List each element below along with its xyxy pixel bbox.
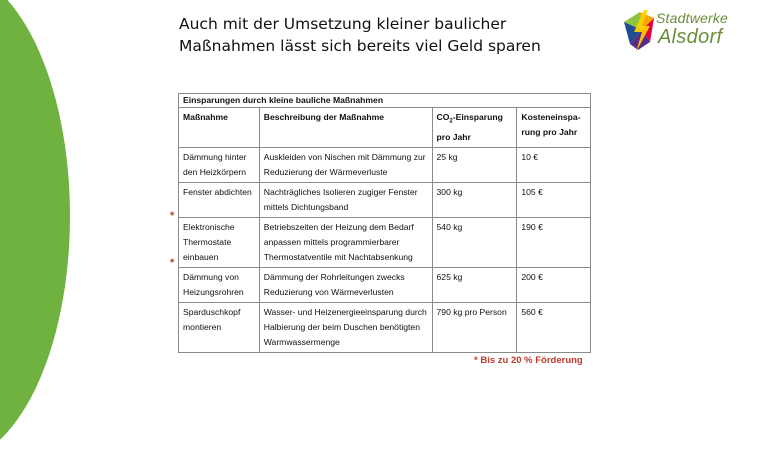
table-row bbox=[179, 182, 591, 217]
cell-cost: 10 € bbox=[517, 147, 591, 182]
cell-cost: 105 € bbox=[517, 182, 591, 217]
cell-measure: Sparduschkopf montieren bbox=[179, 302, 260, 352]
cell-cost: 560 € bbox=[517, 302, 591, 352]
table-row bbox=[179, 217, 591, 267]
header-co2-suffix: -Einsparung pro Jahr bbox=[436, 112, 503, 142]
slide-title bbox=[179, 13, 599, 57]
table-header-row bbox=[179, 108, 591, 148]
funding-marker: * bbox=[170, 257, 175, 269]
table-row bbox=[179, 147, 591, 182]
cell-co2: 790 kg pro Person bbox=[432, 302, 517, 352]
funding-marker: * bbox=[170, 210, 175, 222]
logo-wordmark bbox=[656, 10, 728, 48]
table-row bbox=[179, 267, 591, 302]
cell-measure: Fenster abdichten bbox=[179, 182, 260, 217]
cell-description: Auskleiden von Nischen mit Dämmung zur Reduzierung der Wärmeverluste bbox=[259, 147, 432, 182]
green-side-arc bbox=[0, 0, 70, 462]
header-co2-prefix: CO bbox=[436, 112, 450, 122]
cell-co2: 300 kg bbox=[432, 182, 517, 217]
table-caption-row bbox=[179, 94, 591, 108]
table-caption: Einsparungen durch kleine bauliche Maßnahmen bbox=[179, 94, 591, 108]
header-co2 bbox=[432, 108, 517, 148]
cell-cost: 190 € bbox=[517, 217, 591, 267]
title-line-1: Auch mit der Umsetzung kleiner baulicher bbox=[179, 15, 507, 33]
header-cost: Kosteneinspa-rung pro Jahr bbox=[517, 108, 591, 148]
cell-co2: 625 kg bbox=[432, 267, 517, 302]
cell-co2: 540 kg bbox=[432, 217, 517, 267]
funding-footnote: * Bis zu 20 % Förderung bbox=[474, 355, 583, 366]
logo-mark-icon bbox=[620, 8, 660, 54]
cell-description: Wasser- und Heizenergieeinsparung durch Halbierung der beim Duschen benötigten Warmwassermenge bbox=[259, 302, 432, 352]
title-line-2: Maßnahmen lässt sich bereits viel Geld sparen bbox=[179, 37, 541, 55]
savings-table bbox=[178, 93, 591, 353]
header-description: Beschreibung der Maßnahme bbox=[259, 108, 432, 148]
cell-cost: 200 € bbox=[517, 267, 591, 302]
cell-description: Nachträgliches Isolieren zugiger Fenster mittels Dichtungsband bbox=[259, 182, 432, 217]
cell-measure: Dämmung hinter den Heizkörpern bbox=[179, 147, 260, 182]
cell-measure: Elektronische Thermostate einbauen bbox=[179, 217, 260, 267]
logo-line-2: Alsdorf bbox=[658, 26, 723, 48]
logo-line-1: Stadtwerke bbox=[656, 10, 729, 26]
header-measure: Maßnahme bbox=[179, 108, 260, 148]
stadtwerke-alsdorf-logo bbox=[620, 8, 760, 56]
cell-description: Dämmung der Rohrleitungen zwecks Reduzierung von Wärmeverlusten bbox=[259, 267, 432, 302]
table-row bbox=[179, 302, 591, 352]
cell-measure: Dämmung von Heizungsrohren bbox=[179, 267, 260, 302]
header-co2-sub: 2 bbox=[449, 118, 453, 125]
cell-description: Betriebszeiten der Heizung dem Bedarf anpassen mittels programmierbarer Thermostatventile mit Nachtabsenkung bbox=[259, 217, 432, 267]
cell-co2: 25 kg bbox=[432, 147, 517, 182]
